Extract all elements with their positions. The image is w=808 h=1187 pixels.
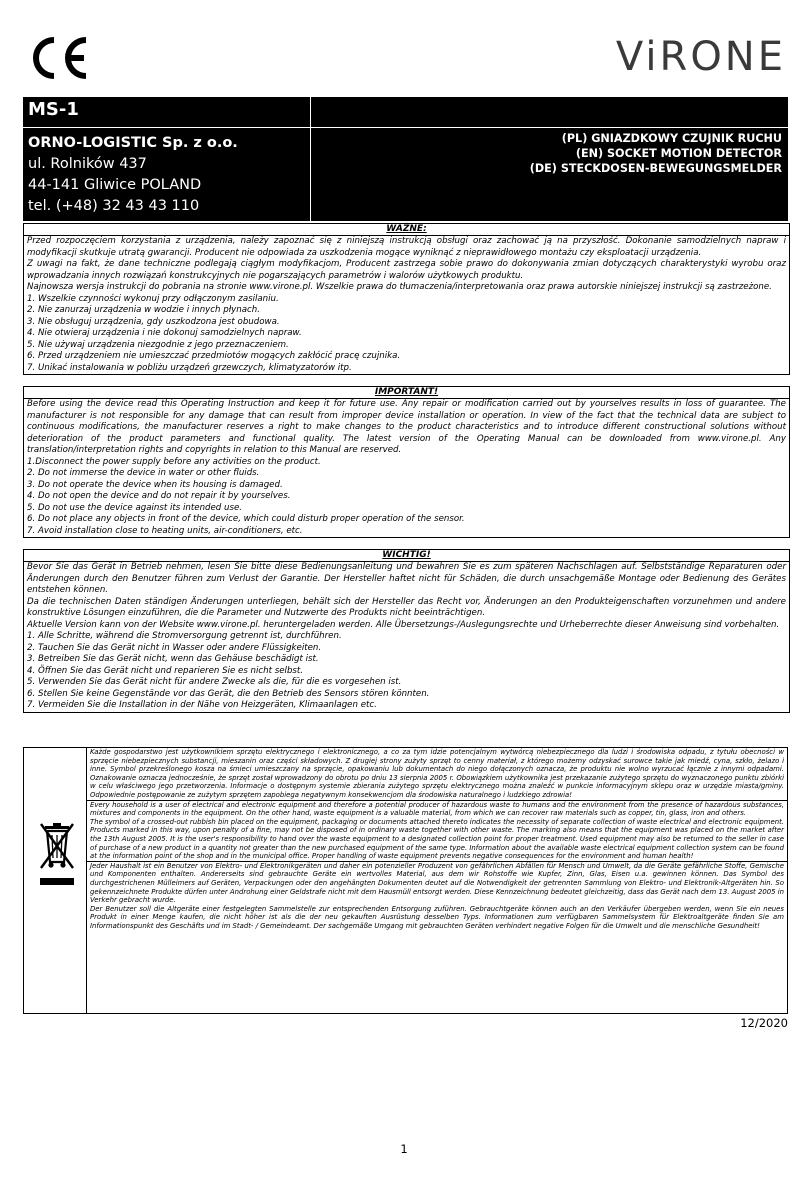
paragraph: Every household is a user of electrical and electronic equipment and therefore a potential producer of hazardous waste to humans and the environment from the presence of hazardous substances, mixtures and components in the equipment. On the other hand, waste equipment is a valuable material, from which we can recover raw materials such as copper, tin, glass, iron and others. bbox=[90, 800, 784, 818]
virone-logo: ViRONE bbox=[615, 34, 786, 80]
list-item: 3. Betreiben Sie das Gerät nicht, wenn das Gehäuse beschädigt ist. bbox=[27, 654, 319, 664]
weee-disposal-box bbox=[23, 747, 788, 1014]
list-item: 3. Do not operate the device when its housing is damaged. bbox=[27, 479, 283, 490]
warning-section-en bbox=[23, 386, 790, 538]
paragraph: Przed rozpoczęciem korzystania z urządzenia, należy zapoznać się z niniejszą instrukcją obsługi oraz zachować ją na przyszłość. Dokonanie samodzielnych napraw i modyfikacji skutkuje utratą gwarancji. Producent nie odpowiada za uszkodzenia mogące wyniknąć z nieprawidłowego montażu czy eksploatacji urządzenia. bbox=[27, 236, 786, 258]
list-item: 7. Vermeiden Sie die Installation in der Nähe von Heizgeräten, Klimaanlagen etc. bbox=[27, 700, 377, 710]
warning-heading-pl: WAŻNE: bbox=[24, 223, 789, 236]
ce-mark-icon bbox=[28, 36, 90, 80]
list-item: 6. Stellen Sie keine Gegenstände vor das Gerät, die den Betrieb des Sensors stören könnten. bbox=[27, 688, 430, 699]
list-item: 2. Nie zanurzaj urządzenia w wodzie i innych płynach. bbox=[27, 305, 260, 315]
list-item: 3. Nie obsługuj urządzenia, gdy uszkodzona jest obudowa. bbox=[27, 316, 280, 327]
warning-heading-de: WICHTIG! bbox=[24, 549, 789, 562]
company-city: 44-141 Gliwice POLAND bbox=[28, 177, 202, 193]
paragraph: The symbol of a crossed-out rubbish bin placed on the equipment, packaging or documents attached thereto indicates the necessity of separate collection of waste electrical and electronic equipment. Products marked in this way, upon penalty of a fine, may not be disposed of in ordinary waste together with other waste. The marking also means that the equipment was placed on the market after the 13th August 2005. It is the user's responsibility to hand over the waste equipment to a designated collection point for proper treatment. Used equipment may also be returned to the seller in case of purchase of a new product in a quantity not greater than the new purchased equipment of the same type. Information about the available waste electrical equipment collection system can be found at the information point of the shop and in the municipal office. Proper handling of waste equipment prevents negative consequences for the environment and human health! bbox=[90, 817, 784, 861]
weee-icon-column bbox=[24, 748, 87, 1013]
paragraph: Najnowsza wersja instrukcji do pobrania na stronie www.virone.pl. Wszelkie prawa do tłumaczenia/interpretowania oraz prawa autorskie niniejszej instrukcji są zastrzeżone. bbox=[27, 282, 772, 292]
list-item: 1. Wszelkie czynności wykonuj przy odłączonym zasilaniu. bbox=[27, 293, 279, 304]
weee-section-en bbox=[87, 801, 787, 862]
product-title-en: (EN) SOCKET MOTION DETECTOR bbox=[575, 147, 782, 160]
weee-text-column bbox=[87, 748, 787, 1013]
list-item: 1.Disconnect the power supply before any activities on the product. bbox=[27, 456, 321, 467]
weee-section-de bbox=[87, 862, 787, 931]
company-name: ORNO-LOGISTIC Sp. z o.o. bbox=[28, 135, 238, 151]
paragraph: Z uwagi na fakt, że dane techniczne podlegają ciągłym modyfikacjom, Producent zastrzega sobie prawo do dokonywania zmian dotyczących charakterystyki wyrobu oraz wprowadzania innych rozwiązań konstrukcyjnych nie pogarszających parametrów i walorów użytkowych produktu. bbox=[27, 259, 786, 281]
paragraph: Der Benutzer soll die Altgeräte einer festgelegten Sammelstelle zur entsprechenden Entsorgung zuführen. Gebrauchtgeräte können auch an den Verkäufer übergeben werden, wenn Sie ein neues Produkt in einer Menge kaufen, die nicht höher ist als die der neu gekauften Ausrüstung desselben Typs. Informationen zum verfügbaren Sammelsystem für Elektroaltgeräte finden Sie am Informationspunkt des Geschäfts und im Stadt- / Gemeindeamt. Der sachgemäße Umgang mit gebrauchten Geräten verhindert negative Folgen für die Umwelt und die menschliche Gesundheit! bbox=[90, 904, 784, 930]
paragraph: Każde gospodarstwo jest użytkownikiem sprzętu elektrycznego i elektronicznego, a co za tym idzie potencjalnym wytwórcą niebezpiecznego dla ludzi i środowiska odpadu, z tytułu obecności w sprzęcie niebezpiecznych substancji, mieszanin oraz części składowych. Z drugiej strony zużyty sprzęt to cenny materiał, z którego możemy odzyskać surowce takie jak miedź, cyna, szkło, żelazo i inne. Symbol przekreślonego kosza na śmieci umieszczany na sprzęcie, opakowaniu lub dokumentach do niego dołączonych oznacza, że produktu nie wolno wyrzucać łącznie z innymi odpadami. Oznakowanie oznacza jednocześnie, że sprzęt został wprowadzony do obrotu po dniu 13 sierpnia 2005 r. Obowiązkiem użytkownika jest przekazanie zużytego sprzętu do wyznaczonego punktu zbiórki w celu właściwego jego przetworzenia. Informacje o dostępnym systemie zbierania zużytego sprzętu elektrycznego można znaleźć w punkcie informacyjnym sklepu oraz w urzędzie miasta/gminy. Odpowiednie postępowanie ze zużytym sprzętem zapobiega negatywnym konsekwencjom dla środowiska naturalnego i ludzkiego zdrowia! bbox=[90, 748, 784, 799]
warning-heading-en: IMPORTANT! bbox=[24, 386, 789, 399]
list-item: 5. Verwenden Sie das Gerät nicht für andere Zwecke als die, für die es vorgesehen ist. bbox=[27, 677, 402, 687]
list-item: 4. Nie otwieraj urządzenia i nie dokonuj samodzielnych napraw. bbox=[27, 328, 302, 338]
paragraph: Aktuelle Version kann von der Website www.virone.pl. heruntergeladen werden. Alle Übersetzungs-/Auslegungsrechte und Urheberrechte dieser Anweisung sind vorbehalten. bbox=[27, 619, 780, 630]
company-street: ul. Rolników 437 bbox=[28, 156, 147, 172]
list-item: 6. Przed urządzeniem nie umieszczać przedmiotów mogących zakłócić pracę czujnika. bbox=[27, 351, 401, 361]
paragraph: Before using the device read this Operating Instruction and keep it for future use. Any repair or modification carried out by yourselves results in loss of guarantee. The manufacturer is not responsible for any damage that can result from improper device installation or operation. In view of the fact that the technical data are subject to continuous modifications, the manufacturer reserves a right to make changes to the product characteristics and to introduce different constructional solutions without deterioration of the product parameters and functional quality. The latest version of the Operating Manual can be downloaded from www.virone.pl. Any translation/interpretation rights and copyrights in relation to this Manual are reserved. bbox=[27, 399, 786, 455]
list-item: 2. Do not immerse the device in water or other fluids. bbox=[27, 468, 260, 478]
product-title-de: (DE) STECKDOSEN-BEWEGUNGSMELDER bbox=[529, 162, 782, 175]
product-header bbox=[23, 97, 788, 221]
product-title-pl: (PL) GNIAZDKOWY CZUJNIK RUCHU bbox=[561, 132, 782, 145]
list-item: 6. Do not place any objects in front of the device, which could disturb proper operation of the sensor. bbox=[27, 514, 465, 524]
paragraph: Bevor Sie das Gerät in Betrieb nehmen, lesen Sie bitte diese Bedienungsanleitung und bewahren Sie es zum späteren Nachschlagen auf. Selbstständige Reparaturen oder Änderungen durch den Benutzer führen zum Verlust der Garantie. Der Hersteller haftet nicht für Schäden, die durch unsachgemäße Montage oder Bedienung des Gerätes entstehen können. bbox=[27, 562, 786, 595]
list-item: 5. Nie używaj urządzenia niezgodnie z jego przeznaczeniem. bbox=[27, 339, 289, 350]
list-item: 5. Do not use the device against its intended use. bbox=[27, 502, 243, 513]
list-item: 7. Avoid installation close to heating units, air-conditioners, etc. bbox=[27, 525, 303, 536]
list-item: 1. Alle Schritte, während die Stromversorgung getrennt ist, durchführen. bbox=[27, 631, 342, 641]
header-divider bbox=[23, 127, 788, 128]
warning-section-de bbox=[23, 549, 790, 713]
page-number: 1 bbox=[400, 1142, 408, 1156]
list-item: 7. Unikać instalowania w pobliżu urządzeń grzewczych, klimatyzatorów itp. bbox=[27, 362, 352, 373]
list-item: 2. Tauchen Sie das Gerät nicht in Wasser oder andere Flüssigkeiten. bbox=[27, 642, 322, 653]
list-item: 4. Öffnen Sie das Gerät nicht und reparieren Sie es nicht selbst. bbox=[27, 665, 304, 676]
model-number: MS-1 bbox=[28, 99, 79, 120]
warning-section-pl bbox=[23, 223, 790, 375]
weee-section-pl bbox=[87, 748, 787, 801]
document-date: 12/2020 bbox=[740, 1016, 788, 1030]
company-phone: tel. (+48) 32 43 43 110 bbox=[28, 198, 200, 214]
paragraph: Jeder Haushalt ist ein Benutzer von Elektro- und Elektronikgeräten und daher ein potenzieller Produzent von gefährlichen Abfällen für Mensch und Umwelt, da die Geräte gefährliche Stoffe, Gemische und Komponenten enthalten. Andererseits sind gebrauchte Geräte ein wertvolles Material, aus dem wir Rohstoffe wie Kupfer, Zinn, Glas, Eisen u.a. gewinnen können. Das Symbol des durchgestrichenen Mülleimers auf Geräten, Verpackungen oder den angehängten Dokumenten deutet auf die Notwendigkeit der getrennten Sammlung von Elektro- und Elektronik-Altgeräten hin. So gekennzeichnete Produkte dürfen unter Androhung einer Geldstrafe nicht mit dem Hausmüll entsorgt werden. Diese Kennzeichnung bedeutet gleichzeitig, dass das Gerät nach dem 13. August 2005 in Verkehr gebracht wurde. bbox=[90, 861, 784, 905]
paragraph: Da die technischen Daten ständigen Änderungen unterliegen, behält sich der Hersteller das Recht vor, Änderungen an den Produkteigenschaften vorzunehmen und andere konstruktive Lösungen einzuführen, die die Parameter und Nutzwerte des Produkts nicht beeinträchtigen. bbox=[27, 596, 786, 618]
crossed-out-bin-icon bbox=[37, 820, 77, 890]
list-item: 4. Do not open the device and do not repair it by yourselves. bbox=[27, 491, 291, 501]
